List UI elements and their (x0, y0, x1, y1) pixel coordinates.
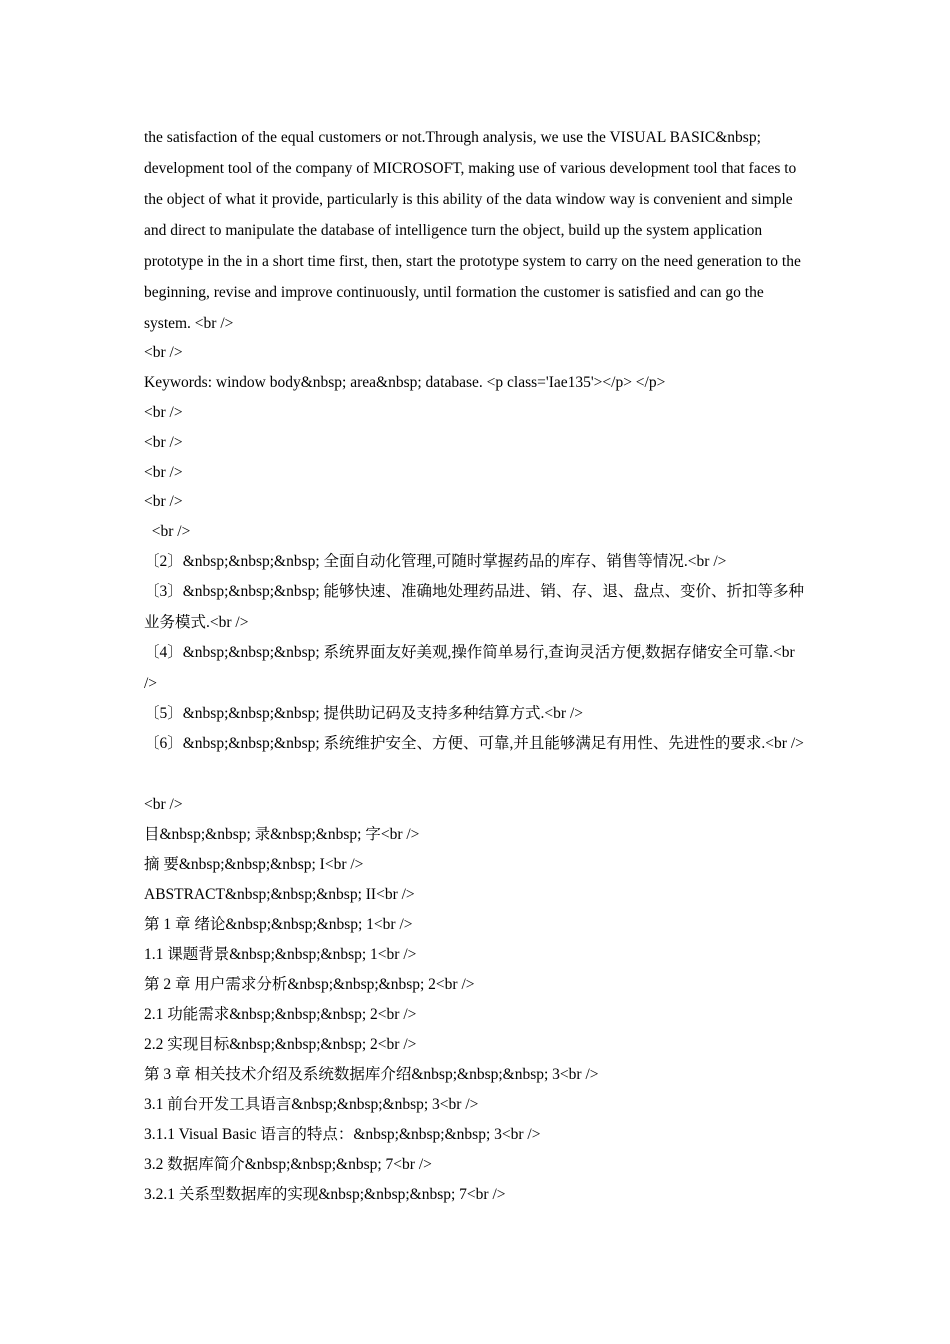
feature-item: 〔3〕&nbsp;&nbsp;&nbsp; 能够快速、准确地处理药品进、销、存、退、盘点、变价、折扣等多种业务模式.<br /> (144, 583, 805, 631)
line-break-text: <br /> (144, 434, 183, 451)
line-break-text: <br /> (144, 796, 183, 813)
toc-entry: 2.1 功能需求&nbsp;&nbsp;&nbsp; 2<br /> (144, 1006, 417, 1023)
feature-item: 〔2〕&nbsp;&nbsp;&nbsp; 全面自动化管理,可随时掌握药品的库存、销售等情况.<br /> (144, 553, 727, 570)
toc-entry: ABSTRACT&nbsp;&nbsp;&nbsp; II<br /> (144, 886, 415, 903)
toc-entry: 第 1 章 绪论&nbsp;&nbsp;&nbsp; 1<br /> (144, 916, 413, 933)
feature-item: 〔4〕&nbsp;&nbsp;&nbsp; 系统界面友好美观,操作简单易行,查询灵活方便,数据存储安全可靠.<br /> (144, 644, 795, 692)
toc-entry: 第 2 章 用户需求分析&nbsp;&nbsp;&nbsp; 2<br /> (144, 976, 475, 993)
toc-entry: 摘 要&nbsp;&nbsp;&nbsp; I<br /> (144, 856, 364, 873)
feature-item: 〔5〕&nbsp;&nbsp;&nbsp; 提供助记码及支持多种结算方式.<br /> (144, 705, 584, 722)
keywords-line: Keywords: window body&nbsp; area&nbsp; database. <p class='Iae135'></p> </p> (144, 374, 666, 391)
toc-entry: 3.2.1 关系型数据库的实现&nbsp;&nbsp;&nbsp; 7<br /> (144, 1186, 506, 1203)
line-break-text: <br /> (144, 404, 183, 421)
toc-entry: 2.2 实现目标&nbsp;&nbsp;&nbsp; 2<br /> (144, 1036, 417, 1053)
abstract-paragraph: the satisfaction of the equal customers or not.Through analysis, we use the VISUAL BASIC&nbsp; development tool of the company of MICROSOFT, making use of various development tool that faces to the object of what it provide, particularly is this ability of the data window way is convenient and simple and direct to manipulate the database of intelligence turn the object, build up the system application prototype in the in a short time first, then, start the prototype system to carry on the need generation to the beginning, revise and improve continuously, until formation the customer is satisfied and can go the system. <br /> (144, 129, 801, 332)
toc-heading: 目&nbsp;&nbsp; 录&nbsp;&nbsp; 字<br /> (144, 826, 420, 843)
feature-item: 〔6〕&nbsp;&nbsp;&nbsp; 系统维护安全、方便、可靠,并且能够满足有用性、先进性的要求.<br /> (144, 735, 804, 752)
toc-entry: 3.1.1 Visual Basic 语言的特点：&nbsp;&nbsp;&nbsp; 3<br /> (144, 1126, 541, 1143)
line-break-text: <br /> (144, 464, 183, 481)
line-break-text: <br /> (144, 344, 183, 361)
line-break-text: <br /> (144, 523, 191, 540)
toc-entry: 3.2 数据库简介&nbsp;&nbsp;&nbsp; 7<br /> (144, 1156, 432, 1173)
line-break-text: <br /> (144, 493, 183, 510)
toc-entry: 第 3 章 相关技术介绍及系统数据库介绍&nbsp;&nbsp;&nbsp; 3<br /> (144, 1066, 599, 1083)
toc-entry: 3.1 前台开发工具语言&nbsp;&nbsp;&nbsp; 3<br /> (144, 1096, 479, 1113)
toc-entry: 1.1 课题背景&nbsp;&nbsp;&nbsp; 1<br /> (144, 946, 417, 963)
